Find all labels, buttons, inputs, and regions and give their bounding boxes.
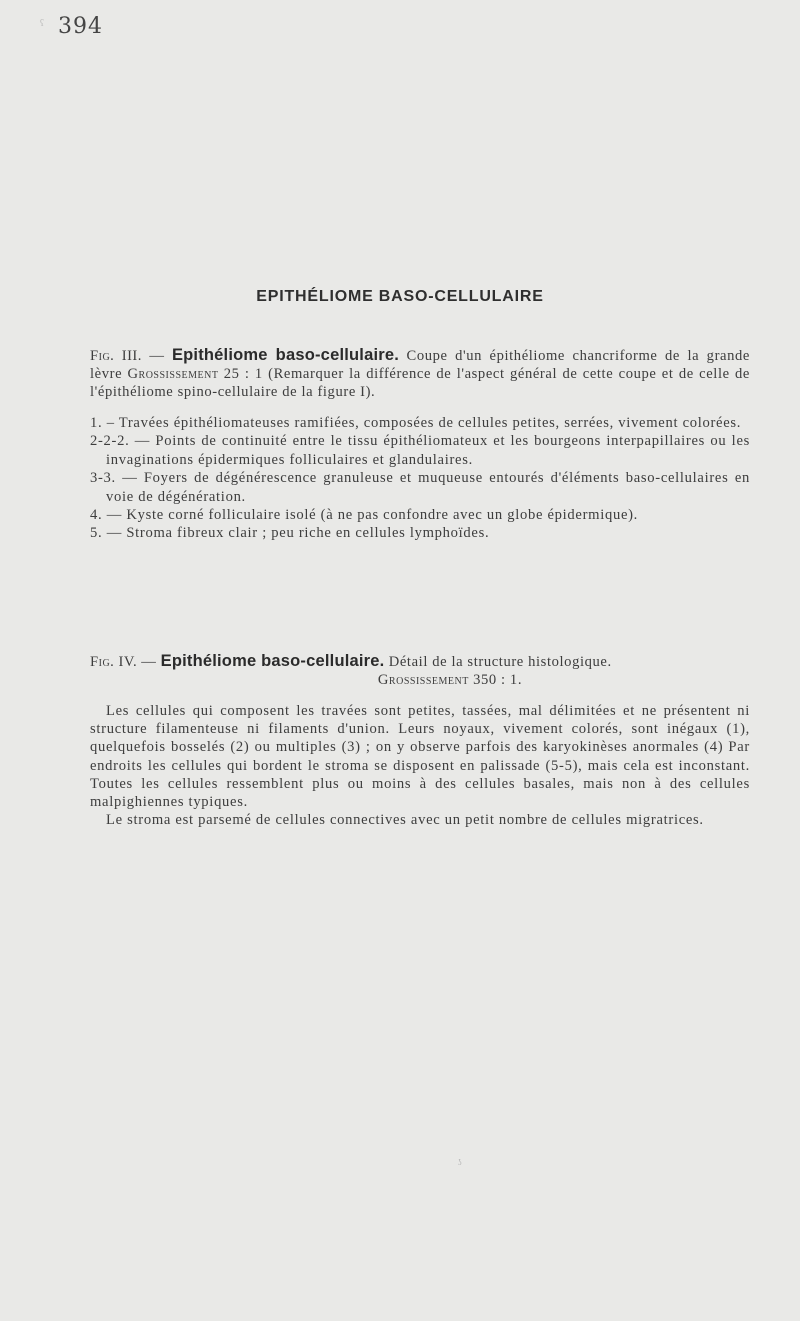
page-number: 394: [58, 14, 103, 39]
fig4-magnification: [90, 671, 750, 689]
legend-item-4: 4. — Kyste corné folliculaire isolé (à ne pas confondre avec un globe épidermique).: [90, 507, 639, 524]
fig3-label: Fig. III. —: [90, 348, 165, 364]
fig4-label: Fig. IV. —: [90, 654, 157, 670]
fig4-caption: [90, 652, 750, 689]
fig3-caption: [90, 346, 750, 401]
fig3-desc-2: 25 : 1 (Remarquer la différence de l'aspect général de cette coupe et de celle de l'épithéliome spino-cellulaire de la figure I).: [90, 366, 750, 400]
fig3-magnification-label: Grossissement: [127, 366, 219, 382]
fig3-desc-1: Coupe d'un épithéliome chancriforme de la grande lèvre: [90, 348, 750, 382]
body-paragraph-2: Le stroma est parsemé de cellules connectives avec un petit nombre de cellules migratrices.: [106, 812, 704, 829]
fig4-magnification-value: 350 : 1.: [468, 672, 523, 688]
fig4-magnification-label: Grossissement: [377, 672, 469, 688]
legend-item-5: 5. — Stroma fibreux clair ; peu riche en cellules lymphoïdes.: [90, 525, 490, 542]
fig4-bold-title: Epithéliome baso-cellulaire.: [160, 652, 385, 670]
body-paragraph-1: Les cellules qui composent les travées sont petites, tassées, mal délimitées et ne présentent ni structure filamenteuse ni filaments d'union. Leurs noyaux, vivement colorés, sont inégaux (1), quelquefois bosselés (2) ou multiples (3) ; on y observe parfois des karyokinèses anormales (4) Par endroits les cellules qui bordent le stroma se disposent en palissade (5-5), mais cela est inconstant. Toutes les cellules ressemblent plus ou moins à des cellules basales, mais non à des cellules malpighiennes typiques.: [90, 703, 750, 811]
page-speck: ʕ: [40, 18, 44, 28]
legend-item-2: 2-2-2. — Points de continuité entre le tissu épithéliomateux et les bourgeons interpapillaires ou les invaginations épidermiques folliculaires et glandulaires.: [90, 433, 750, 468]
fig4-body: [90, 702, 750, 829]
bottom-speck: ʖ: [458, 1158, 462, 1167]
fig3-legend: [90, 414, 750, 543]
legend-item-3: 3-3. — Foyers de dégénérescence granuleuse et muqueuse entourés d'éléments baso-cellulaires en voie de dégénération.: [90, 470, 750, 505]
legend-item-1: 1. – Travées épithéliomateuses ramifiées, composées de cellules petites, serrées, vivement colorées.: [90, 415, 742, 431]
fig3-bold-title: Epithéliome baso-cellulaire.: [171, 346, 400, 364]
fig4-head: [90, 652, 750, 671]
fig4-desc: Détail de la structure histologique.: [384, 654, 612, 670]
page-title: EPITHÉLIOME BASO-CELLULAIRE: [256, 288, 544, 305]
